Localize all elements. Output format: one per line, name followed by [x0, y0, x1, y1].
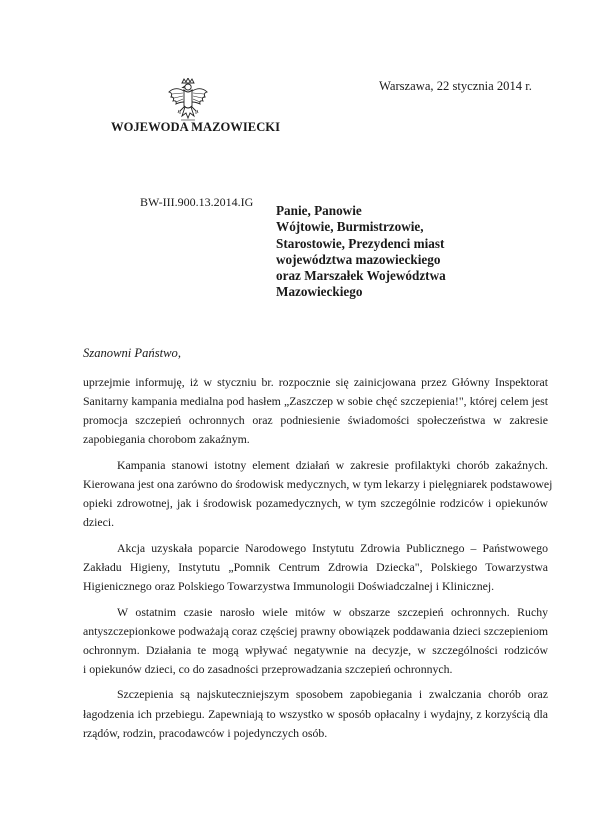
- polish-eagle-emblem-icon: [167, 78, 209, 126]
- body-line: Kierowana jest ona zarówno do środowisk medycznych, w tym lekarzy i pielęgniarek podstawowej: [83, 476, 553, 491]
- body-line: promocja szczepień ochronnych oraz podniesienie świadomości społeczeństwa w zakresie: [83, 413, 548, 428]
- body-line: rządów, rodzin, pracodawców i pojedynczych osób.: [83, 725, 328, 740]
- body-line: Szczepienia są najskuteczniejszym sposobem zapobiegania i zwalczania chorób oraz: [117, 687, 548, 702]
- addressee-block: [276, 203, 446, 301]
- body-paragraph: [83, 685, 548, 742]
- salutation: Szanowni Państwo,: [83, 346, 181, 360]
- body-line: Zakładu Higieny, Instytutu „Pomnik Centrum Zdrowia Dziecka", Polskiego Towarzystwa: [83, 559, 548, 574]
- body-paragraph: [83, 603, 548, 679]
- body-line: Akcja uzyskała poparcie Narodowego Instytutu Zdrowia Publicznego – Państwowego: [117, 540, 548, 555]
- body-line: Kampania stanowi istotny element działań w zakresie profilaktyki chorób zakaźnych.: [117, 457, 548, 472]
- organization-name: WOJEWODA MAZOWIECKI: [111, 120, 280, 134]
- letter-date: Warszawa, 22 stycznia 2014 r.: [379, 79, 532, 93]
- body-line: łagodzenia ich przebiegu. Zapewniają to wszystko w sposób opłacalny i wydajny, z korzyścią dla: [83, 706, 548, 721]
- body-paragraph: [83, 456, 553, 532]
- addressee-line: Panie, Panowie: [276, 203, 362, 218]
- body-line: dzieci.: [83, 515, 115, 530]
- body-line: zapobiegania chorobom zakaźnym.: [83, 432, 250, 447]
- body-line: opieki zdrowotnej, jak i środowisk pozamedycznych, w tym szczególnie rodziców i opiekunów: [83, 496, 548, 511]
- body-line: W ostatnim czasie narosło wiele mitów w obszarze szczepień ochronnych. Ruchy: [117, 604, 548, 619]
- addressee-line: województwa mazowieckiego: [276, 251, 441, 267]
- body-paragraph: [83, 539, 548, 596]
- body-line: i opiekunów dzieci, co do zasadności przeprowadzania szczepień ochronnych.: [83, 661, 453, 676]
- body-line: Higienicznego oraz Polskiego Towarzystwa Immunologii Doświadczalnej i Klinicznej.: [83, 578, 495, 593]
- reference-number: BW-III.900.13.2014.IG: [140, 195, 254, 209]
- addressee-line: oraz Marszałek Województwa: [276, 268, 446, 284]
- body-line: antyszczepionkowe podważają coraz częściej prawny obowiązek poddawania dzieci szczepieniom: [83, 623, 549, 638]
- body-line: Sanitarny kampania medialna pod hasłem „Zaszczep w sobie chęć szczepienia!", której celem jest: [83, 394, 548, 409]
- letter-body: [83, 373, 553, 749]
- body-line: uprzejmie informuję, iż w styczniu br. rozpocznie się zainicjowana przez Główny Inspektorat: [83, 375, 548, 389]
- addressee-line: Wójtowie, Burmistrzowie,: [276, 219, 424, 235]
- body-paragraph: [83, 373, 548, 449]
- body-line: ochronnym. Działania te mogą wpływać negatywnie na decyzje, w szczególności rodziców: [83, 642, 548, 657]
- addressee-line: Starostowie, Prezydenci miast: [276, 235, 445, 251]
- addressee-line: Mazowieckiego: [276, 284, 363, 300]
